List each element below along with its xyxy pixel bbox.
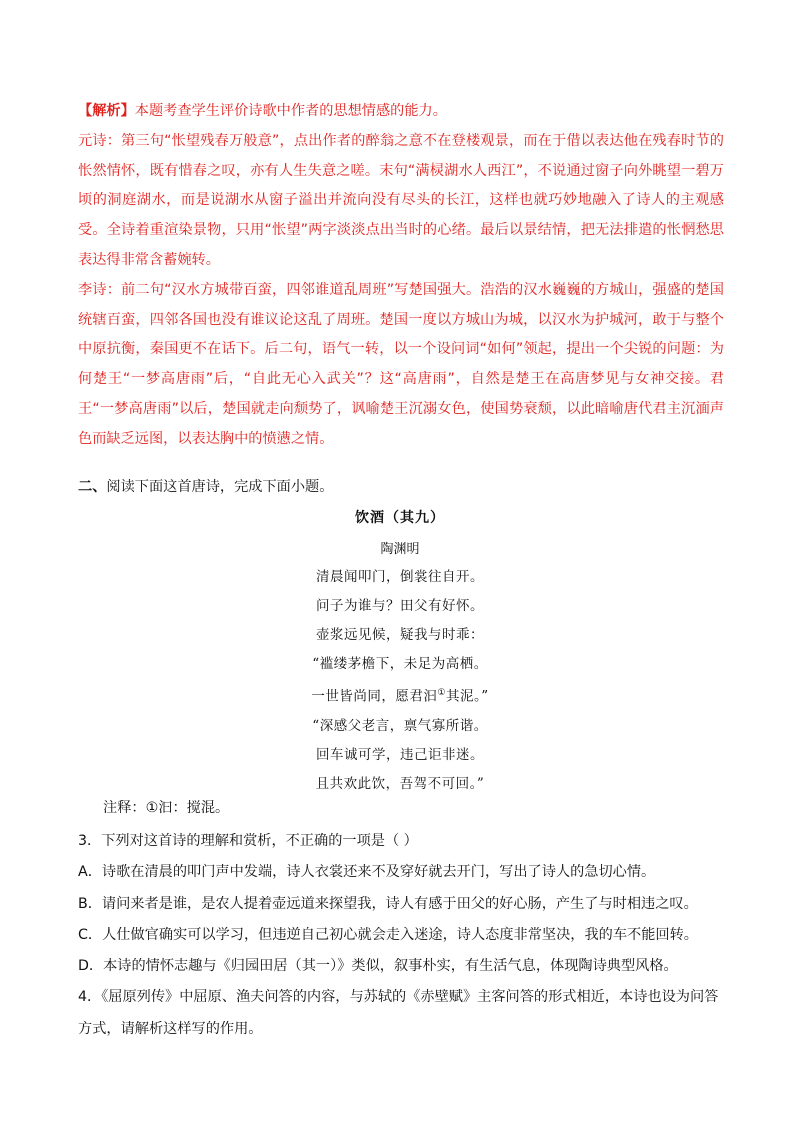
question-4: 4．《屈原列传》中屈原、渔夫问答的内容，与苏轼的《赤壁赋》主客问答的形式相近，本诗也设为问答方式，请解析这样写的作用。 bbox=[78, 989, 719, 1037]
footnote-mark: ① bbox=[437, 688, 446, 698]
poem-line: 壶浆远见候，疑我与时乖： bbox=[316, 627, 484, 643]
poem-line-part: 一世皆尚同，愿君汩 bbox=[311, 688, 438, 705]
questions-block bbox=[78, 826, 724, 1045]
option-b: B．请问来者是谁，是农人提着壶远道来探望我，诗人有感于田父的好心肠，产生了与时相违之叹。 bbox=[78, 895, 698, 912]
poem-line: 且共欢此饮，吾驾不可回。” bbox=[315, 775, 485, 792]
analysis-intro-text: 本题考查学生评价诗歌中作者的思想情感的能力。 bbox=[134, 103, 447, 119]
analysis-li-poem: 李诗：前二句“汉水方城带百蛮，四邻谁道乱周班”写楚国强大。浩浩的汉水巍巍的方城山，强盛的楚国统辖百蛮，四邻各国也没有谁议论这乱了周班。楚国一度以方城山为城，以汉水为护城河，敢于与整个中原抗衡，秦国更不在话下。后二句，语气一转，以一个设问词“如何”领起，提出一个尖锐的问题：为何楚王“一梦高唐雨”后，“自此无心入武关”？这“高唐雨”，自然是楚王在高唐梦见与女神交接。君王“一梦高唐雨”以后，楚国就走向颓势了，讽喻楚王沉溺女色，使国势衰颓，以此暗喻唐代君主沉湎声色而缺乏远图，以表达胸中的愤懑之情。 bbox=[78, 281, 724, 447]
poem-body bbox=[0, 563, 800, 799]
analysis-block bbox=[78, 97, 724, 455]
option-c: C．人仕做官确实可以学习，但违逆自己初心就会走入迷途，诗人态度非常坚决，我的车不能回转。 bbox=[78, 926, 698, 943]
poem-line-part: 其泥。” bbox=[445, 688, 489, 705]
section-instruction: 阅读下面这首唐诗，完成下面小题。 bbox=[106, 479, 334, 495]
question-3: 3．下列对这首诗的理解和赏析，不正确的一项是（ ） bbox=[78, 833, 418, 849]
poem-title: 饮酒（其九） bbox=[355, 510, 445, 526]
analysis-intro bbox=[78, 97, 724, 127]
poem-annotation: 注释：①汩：搅混。 bbox=[103, 800, 230, 816]
poem-line: 清晨闻叩门，倒裳往自开。 bbox=[316, 569, 484, 585]
poem-author: 陶渊明 bbox=[380, 542, 420, 557]
analysis-tag: 【解析】 bbox=[78, 103, 135, 119]
analysis-yuan-poem: 元诗：第三句“怅望残春万般意”，点出作者的醉翁之意不在登楼观景，而在于借以表达他在残春时节的怅然情怀，既有惜春之叹，亦有人生失意之嗟。末句“满棂湖水人西江”，不说通过窗子向外眺望一碧万顷的洞庭湖水，而是说湖水从窗子溢出并流向没有尽头的长江，这样也就巧妙地融入了诗人的主观感受。全诗着重渲染景物，只用“怅望”两字淡淡点出当时的心绪。最后以景结情，把无法排遣的怅惘愁思表达得非常含蓄婉转。 bbox=[78, 132, 724, 268]
poem-line: 问子为谁与？田父有好怀。 bbox=[316, 598, 484, 614]
poem-line: “褴缕茅檐下，未足为高栖。 bbox=[312, 656, 488, 672]
poem-line: 回车诚可学，违己讵非迷。 bbox=[316, 746, 484, 763]
option-a: A．诗歌在清晨的叩门声中发端，诗人衣裳还来不及穿好就去开门，写出了诗人的急切心情。 bbox=[78, 864, 656, 881]
section-two-heading bbox=[78, 476, 724, 498]
option-d: D．本诗的情怀志趣与《归园田居（其一）》类似，叙事朴实，有生活气息，体现陶诗典型风格。 bbox=[78, 958, 678, 975]
section-number: 二、 bbox=[78, 479, 107, 495]
poem-line bbox=[0, 679, 800, 712]
poem-line: “深感父老言，禀气寡所谐。 bbox=[312, 717, 488, 734]
